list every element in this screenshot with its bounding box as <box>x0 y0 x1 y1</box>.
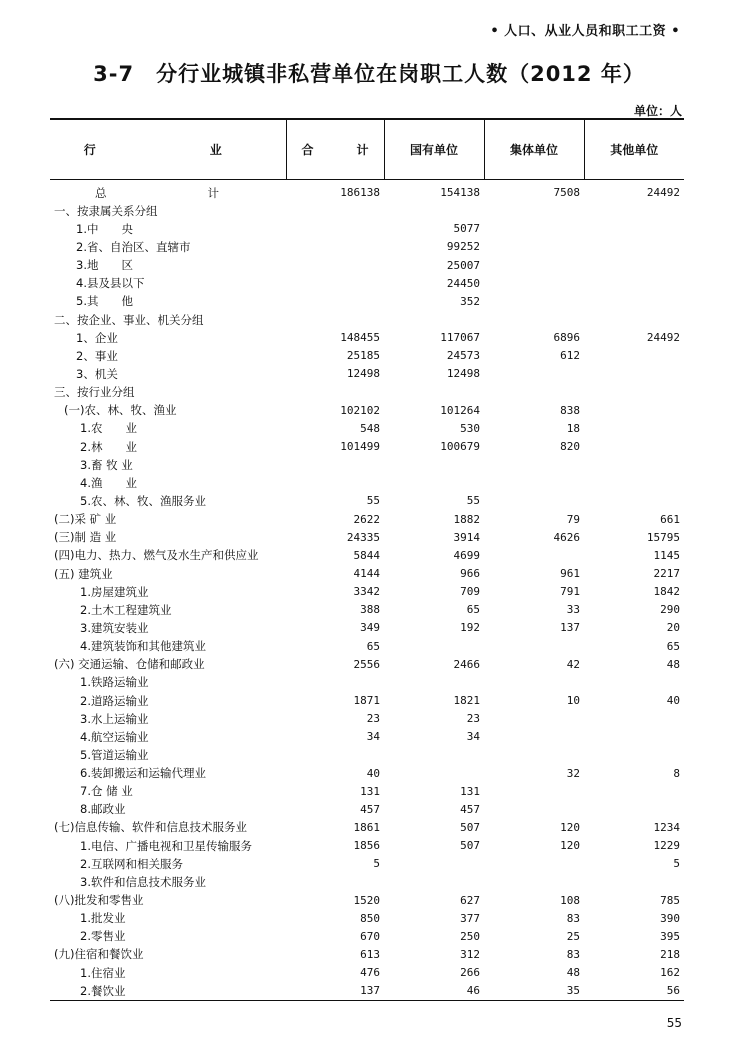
row-collective <box>484 873 584 891</box>
table-row <box>50 310 684 328</box>
row-other <box>584 710 684 728</box>
table-row <box>50 528 684 546</box>
row-collective: 10 <box>566 694 580 707</box>
row-state-owned <box>384 310 484 328</box>
row-industry-name: 2.互联网和相关服务 <box>80 856 183 871</box>
row-total: 457 <box>360 802 380 816</box>
row-state-owned: 101264 <box>440 403 480 417</box>
table-row <box>50 202 684 220</box>
row-other <box>584 310 684 328</box>
table-row <box>50 292 684 310</box>
row-total: 3342 <box>353 585 380 599</box>
table-row <box>50 818 684 836</box>
row-state-owned: 46 <box>384 982 484 1001</box>
row-total <box>286 456 384 474</box>
table-row <box>50 329 684 347</box>
row-total: 349 <box>360 621 380 635</box>
row-industry-name: (四)电力、热力、燃气及水生产和供应业 <box>54 548 259 563</box>
row-other: 48 <box>666 657 680 671</box>
row-industry-name: 2.道路运输业 <box>80 693 149 708</box>
row-total <box>286 292 384 310</box>
row-other: 24492 <box>646 331 680 345</box>
row-state-owned: 100679 <box>440 440 480 454</box>
row-other <box>584 873 684 891</box>
row-other <box>584 256 684 274</box>
row-collective: 32 <box>566 766 580 780</box>
header-industry: 行 业 <box>50 119 286 179</box>
row-collective: 4626 <box>553 530 580 544</box>
row-total: 5 <box>373 857 380 871</box>
row-total <box>286 474 384 492</box>
row-other: 56 <box>584 982 684 1001</box>
row-collective <box>484 492 584 510</box>
row-collective: 7508 <box>553 186 580 200</box>
row-state-owned <box>384 202 484 220</box>
row-other: 218 <box>660 947 680 961</box>
row-industry-name: 1.住宿业 <box>80 965 126 980</box>
row-other: 5 <box>673 857 680 871</box>
row-industry-name: 6.装卸搬运和运输代理业 <box>80 766 206 781</box>
row-total <box>286 873 384 891</box>
row-other <box>584 401 684 419</box>
row-total: 1871 <box>353 694 380 707</box>
row-state-owned: 131 <box>460 784 480 798</box>
header-state-owned: 国有单位 <box>384 119 484 179</box>
row-collective <box>484 238 584 256</box>
row-total: 186138 <box>340 186 380 200</box>
table-row <box>50 437 684 455</box>
header-total: 合 计 <box>286 119 384 179</box>
row-state-owned <box>384 383 484 401</box>
row-other <box>584 437 684 455</box>
row-total: 4144 <box>353 567 380 581</box>
row-collective: 961 <box>560 567 580 581</box>
row-total: 2556 <box>353 657 380 671</box>
row-total: 25185 <box>346 349 380 363</box>
row-collective <box>484 800 584 818</box>
row-collective: 137 <box>560 621 580 635</box>
row-total: 1520 <box>353 893 380 907</box>
table-row <box>50 637 684 655</box>
row-other: 290 <box>660 603 680 617</box>
row-collective: 35 <box>484 982 584 1001</box>
row-industry-name: (一)农、林、牧、渔业 <box>64 403 177 418</box>
row-other: 24492 <box>646 186 680 200</box>
row-total: 5844 <box>353 548 380 562</box>
row-collective: 838 <box>560 403 580 417</box>
row-other <box>584 238 684 256</box>
row-other: 20 <box>666 621 680 635</box>
row-industry-name: (三)制 造 业 <box>54 530 117 545</box>
table-row <box>50 492 684 510</box>
row-state-owned: 457 <box>460 802 480 816</box>
row-collective <box>484 782 584 800</box>
row-state-owned: 312 <box>460 947 480 961</box>
row-other <box>584 782 684 800</box>
header-other: 其他单位 <box>584 119 684 179</box>
row-other: 1229 <box>653 839 680 853</box>
page-title: 3-7 分行业城镇非私营单位在岗职工人数（2012 年） <box>93 62 645 86</box>
row-industry-name: 1.中 央 <box>76 221 133 236</box>
row-other: 1145 <box>653 548 680 562</box>
row-collective: 25 <box>566 929 580 943</box>
table-row <box>50 945 684 963</box>
row-industry-name: 1.房屋建筑业 <box>80 584 149 599</box>
row-other <box>584 347 684 365</box>
row-other <box>584 492 684 510</box>
row-total: 2622 <box>353 512 380 526</box>
row-state-owned: 2466 <box>453 657 480 671</box>
row-collective <box>484 673 584 691</box>
row-total <box>286 746 384 764</box>
row-state-owned <box>384 474 484 492</box>
row-other: 1842 <box>653 585 680 599</box>
row-state-owned: 377 <box>460 911 480 925</box>
table-row <box>50 179 684 202</box>
row-collective <box>484 637 584 655</box>
table-row <box>50 855 684 873</box>
row-other: 8 <box>673 766 680 780</box>
table-row <box>50 619 684 637</box>
row-total: 102102 <box>340 403 380 417</box>
row-total: 137 <box>286 982 384 1001</box>
row-collective: 820 <box>560 440 580 454</box>
row-industry-name: 2.林 业 <box>80 439 137 454</box>
row-state-owned: 250 <box>460 929 480 943</box>
row-industry-name: 2.省、自治区、直辖市 <box>76 239 191 254</box>
row-other: 65 <box>666 639 680 653</box>
row-industry-name: 4.航空运输业 <box>80 729 149 744</box>
row-industry-name: 3.软件和信息技术服务业 <box>80 874 206 889</box>
row-total: 131 <box>360 784 380 798</box>
row-state-owned: 34 <box>466 730 480 744</box>
row-total: 476 <box>360 966 380 980</box>
row-state-owned: 3914 <box>453 530 480 544</box>
row-collective <box>484 256 584 274</box>
table-row <box>50 891 684 909</box>
row-state-owned: 192 <box>460 621 480 635</box>
row-industry-name: (六) 交通运输、仓储和邮政业 <box>54 657 205 672</box>
row-total <box>286 310 384 328</box>
row-industry-name: 5.其 他 <box>76 294 133 309</box>
row-other <box>584 202 684 220</box>
row-state-owned: 117067 <box>440 331 480 345</box>
row-industry-name: 4.建筑装饰和其他建筑业 <box>80 639 206 654</box>
row-state-owned: 25007 <box>446 258 480 272</box>
row-industry-name: 一、按隶属关系分组 <box>54 203 158 218</box>
row-industry-name: 4.县及县以下 <box>76 276 145 291</box>
row-other <box>584 292 684 310</box>
row-total <box>286 274 384 292</box>
row-state-owned: 1821 <box>453 694 480 707</box>
row-industry-name: 7.仓 储 业 <box>80 784 133 799</box>
row-total <box>286 256 384 274</box>
table-row <box>50 982 684 1001</box>
row-state-owned <box>384 637 484 655</box>
row-state-owned: 65 <box>466 603 480 617</box>
row-collective <box>484 474 584 492</box>
row-industry-name: (二)采 矿 业 <box>54 512 117 527</box>
table-row <box>50 546 684 564</box>
row-state-owned: 709 <box>460 585 480 599</box>
table-row <box>50 474 684 492</box>
row-state-owned: 24573 <box>446 349 480 363</box>
table-row <box>50 728 684 746</box>
row-total: 55 <box>366 494 380 508</box>
row-collective: 42 <box>566 657 580 671</box>
row-state-owned: 12498 <box>446 367 480 381</box>
table-row <box>50 220 684 238</box>
row-state-owned: 507 <box>460 820 480 834</box>
table-row <box>50 837 684 855</box>
row-total: 23 <box>366 712 380 726</box>
row-state-owned <box>384 673 484 691</box>
row-state-owned <box>384 873 484 891</box>
row-collective <box>484 456 584 474</box>
row-industry-name: (七)信息传输、软件和信息技术服务业 <box>54 820 247 835</box>
table-row <box>50 456 684 474</box>
table-row <box>50 365 684 383</box>
row-industry-name: 2.餐饮业 <box>50 982 286 1001</box>
row-state-owned <box>384 746 484 764</box>
row-industry-name: (五) 建筑业 <box>54 566 113 581</box>
row-total: 388 <box>360 603 380 617</box>
row-industry-name: 5.管道运输业 <box>80 747 149 762</box>
row-other: 15795 <box>646 530 680 544</box>
row-industry-name: (九)住宿和餐饮业 <box>54 947 144 962</box>
row-state-owned: 24450 <box>446 276 480 290</box>
row-collective: 79 <box>566 512 580 526</box>
row-collective <box>484 202 584 220</box>
row-state-owned <box>384 764 484 782</box>
row-collective <box>484 292 584 310</box>
row-collective <box>484 728 584 746</box>
row-collective: 6896 <box>553 331 580 345</box>
row-collective: 120 <box>560 839 580 853</box>
row-industry-name: 2.零售业 <box>80 929 126 944</box>
table-row <box>50 564 684 582</box>
row-other <box>584 746 684 764</box>
row-collective <box>484 274 584 292</box>
row-state-owned: 507 <box>460 839 480 853</box>
row-industry-name: 1、企业 <box>76 330 118 345</box>
row-total <box>286 202 384 220</box>
row-total: 1856 <box>353 839 380 853</box>
table-row <box>50 655 684 673</box>
row-collective <box>484 310 584 328</box>
row-collective: 120 <box>560 820 580 834</box>
row-state-owned: 55 <box>466 494 480 508</box>
row-collective: 33 <box>566 603 580 617</box>
row-industry-name: 3.水上运输业 <box>80 711 149 726</box>
table-row <box>50 256 684 274</box>
row-collective: 83 <box>566 947 580 961</box>
row-other <box>584 383 684 401</box>
row-total <box>286 383 384 401</box>
table-header-row <box>50 119 684 179</box>
row-state-owned <box>384 456 484 474</box>
row-industry-name: 1.农 业 <box>80 421 137 436</box>
row-industry-name: 1.批发业 <box>80 911 126 926</box>
row-total <box>286 673 384 691</box>
data-table <box>50 118 684 1001</box>
row-other: 661 <box>660 512 680 526</box>
row-other <box>584 673 684 691</box>
row-total: 1861 <box>353 820 380 834</box>
row-collective: 48 <box>566 966 580 980</box>
row-total <box>286 220 384 238</box>
row-industry-name: 4.渔 业 <box>80 475 137 490</box>
row-other: 162 <box>660 966 680 980</box>
row-collective: 83 <box>566 911 580 925</box>
row-collective <box>484 365 584 383</box>
row-industry-name: 3.地 区 <box>76 258 133 273</box>
row-state-owned: 154138 <box>440 186 480 200</box>
table-row <box>50 510 684 528</box>
row-total: 850 <box>360 911 380 925</box>
row-collective <box>484 710 584 728</box>
row-other <box>584 365 684 383</box>
row-industry-name: 3.建筑安装业 <box>80 620 149 635</box>
header-collective: 集体单位 <box>484 119 584 179</box>
row-state-owned: 627 <box>460 893 480 907</box>
table-row <box>50 710 684 728</box>
row-industry-name: (八)批发和零售业 <box>54 893 144 908</box>
row-other: 395 <box>660 929 680 943</box>
row-collective: 18 <box>566 421 580 435</box>
row-other: 390 <box>660 911 680 925</box>
row-other <box>584 728 684 746</box>
table-row <box>50 909 684 927</box>
row-total: 613 <box>360 947 380 961</box>
row-other <box>584 419 684 437</box>
table-row <box>50 873 684 891</box>
row-other <box>584 274 684 292</box>
row-collective <box>484 546 584 564</box>
row-state-owned: 5077 <box>453 222 480 236</box>
row-state-owned: 530 <box>460 421 480 435</box>
row-total: 12498 <box>346 367 380 381</box>
row-other: 40 <box>666 694 680 707</box>
row-collective <box>484 383 584 401</box>
row-total: 65 <box>366 639 380 653</box>
table-row <box>50 419 684 437</box>
row-industry-name: 三、按行业分组 <box>54 385 135 400</box>
row-other: 1234 <box>653 820 680 834</box>
row-total: 101499 <box>340 440 380 454</box>
row-industry-name: 2.土木工程建筑业 <box>80 602 172 617</box>
table-row <box>50 746 684 764</box>
page-number: 55 <box>666 1016 682 1030</box>
row-other <box>584 456 684 474</box>
row-total: 40 <box>366 766 380 780</box>
row-other <box>584 474 684 492</box>
table-row <box>50 800 684 818</box>
row-collective: 791 <box>560 585 580 599</box>
table-row <box>50 274 684 292</box>
row-industry-name: 3、机关 <box>76 366 118 381</box>
row-industry-name: 2、事业 <box>76 348 118 363</box>
table-row <box>50 347 684 365</box>
table-row <box>50 764 684 782</box>
table-row <box>50 927 684 945</box>
row-industry-name: 5.农、林、牧、渔服务业 <box>80 493 206 508</box>
table-row <box>50 238 684 256</box>
row-state-owned <box>384 855 484 873</box>
row-collective <box>484 855 584 873</box>
table-row <box>50 964 684 982</box>
table-row <box>50 383 684 401</box>
row-state-owned: 99252 <box>446 240 480 254</box>
table-row <box>50 583 684 601</box>
row-total: 670 <box>360 929 380 943</box>
row-state-owned: 966 <box>460 567 480 581</box>
row-other: 2217 <box>653 567 680 581</box>
row-total: 24335 <box>346 530 380 544</box>
row-state-owned: 352 <box>460 294 480 308</box>
row-total: 148455 <box>340 331 380 345</box>
row-total: 548 <box>360 421 380 435</box>
row-other <box>584 800 684 818</box>
row-state-owned: 266 <box>460 966 480 980</box>
row-industry-name: 8.邮政业 <box>80 802 126 817</box>
row-industry-name: 1.铁路运输业 <box>80 675 149 690</box>
row-collective <box>484 746 584 764</box>
row-collective: 612 <box>560 349 580 363</box>
row-total: 34 <box>366 730 380 744</box>
row-collective: 108 <box>560 893 580 907</box>
row-industry-name: 1.电信、广播电视和卫星传输服务 <box>80 838 252 853</box>
table-row <box>50 691 684 709</box>
row-other: 785 <box>660 893 680 907</box>
row-state-owned: 23 <box>466 712 480 726</box>
row-state-owned: 4699 <box>453 548 480 562</box>
row-industry-name: 3.畜 牧 业 <box>80 457 133 472</box>
running-header: • 人口、从业人员和职工工资 • <box>490 24 680 39</box>
row-other <box>584 220 684 238</box>
table-row <box>50 673 684 691</box>
table-row <box>50 782 684 800</box>
row-industry-name: 总 计 <box>95 185 245 200</box>
table-row <box>50 601 684 619</box>
row-industry-name: 二、按企业、事业、机关分组 <box>54 312 204 327</box>
unit-label: 单位：人 <box>633 104 682 118</box>
table-row <box>50 401 684 419</box>
row-total <box>286 238 384 256</box>
row-collective <box>484 220 584 238</box>
row-state-owned: 1882 <box>453 512 480 526</box>
